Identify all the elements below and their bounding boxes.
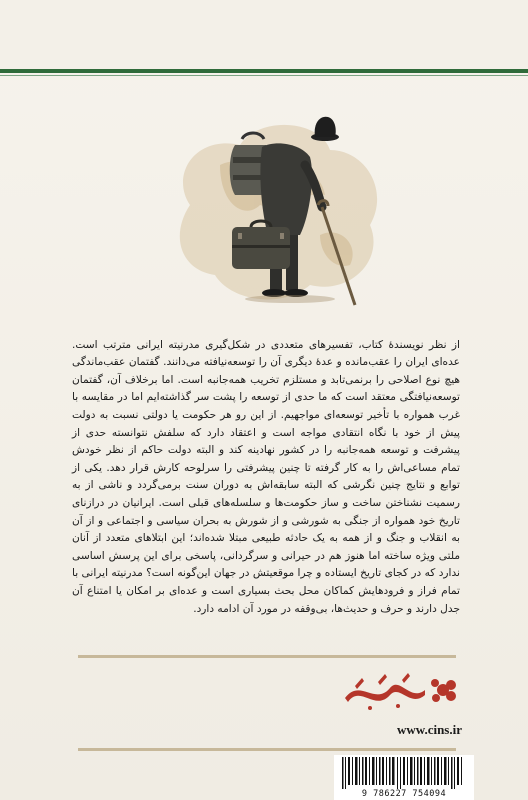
flower-icon <box>431 679 456 702</box>
description-paragraph: از نظر نویسندهٔ کتاب، تفسیرهای متعددی در شکل‌گیری مدرنیته ایرانی مترتب است. عده‌ای ایران را عقب‌مانده و عدهٔ دیگری آن را توسعه‌نیافته می‌دانند. گفتمان عقب‌ماندگی هیچ نوع اصلاحی را برنمی‌تابد و مستلزم تخریب همه‌جانبه است. اما برخلاف آن، گفتمان توسعه‌نیافتگی معتقد است که ما حدی از توسعه را پشت سر گذاشته‌ایم اما در مقایسه با غرب همواره با تأخیر توسعه‌ای مواجهیم. از این رو هر حکومت یا دولتی نسبت به دولت پیش از خود با نگاه انتقادی مواجه است و اعتقاد دارد که سلفش نتوانسته حدی از پیشرفت و توسعه همه‌جانبه را در کشور نهادینه کند و البته دولت حاکم از نظر خودش تمام مساعی‌اش را به کار گرفته تا چنین پیشرفتی را سرلوحه کارش قرار دهد. یکی از توابع و نتایج چنین نگرشی که البته سابقه‌اش به دوران سنت برمی‌گردد و ناشی از به رسمیت نشناختن ساخت و ساز حکومت‌ها و سلسله‌های قبلی است. ایرانیان در درازنای تاریخ خود همواره از جنگی به شورشی و از شورش به بحران سیاسی و اجتماعی و از آن به انقلاب و جنگ و از همه به یک حادثه طبیعی مبتلا شده‌اند؛ این ابتلاهای متعدد از آنان ملتی ویژه ساخته اما هنوز هم در حیرانی و سرگردانی، پاسخی برای این پرسش اساسی ندارد که در کجای تاریخ ایستاده و چرا موقعیتش در جهان این‌گونه است؟ مدرنیته ایرانی با تمام فراز و فرودهایش کماکان محل بحث بسیاری است و عده‌ای بر امکان یا امتناع آن جدل دارند و حرف و حدیث‌ها، بی‌وقفه در مورد آن ادامه دارد. <box>72 338 460 615</box>
green-rule-thin <box>0 75 528 76</box>
isbn-digits: 9 786227 754094 <box>361 789 447 799</box>
top-band <box>0 0 528 70</box>
suitcase-icon <box>232 221 290 269</box>
divider-upper <box>78 655 456 658</box>
illustration-man-with-luggage <box>150 95 400 320</box>
barcode-bars <box>334 755 474 789</box>
hat-icon <box>311 117 339 141</box>
publisher-website[interactable]: www.cins.ir <box>397 722 462 737</box>
isbn-barcode <box>334 755 474 800</box>
green-rule <box>0 69 528 73</box>
divider-lower <box>78 748 456 751</box>
publisher-logo <box>340 668 460 718</box>
